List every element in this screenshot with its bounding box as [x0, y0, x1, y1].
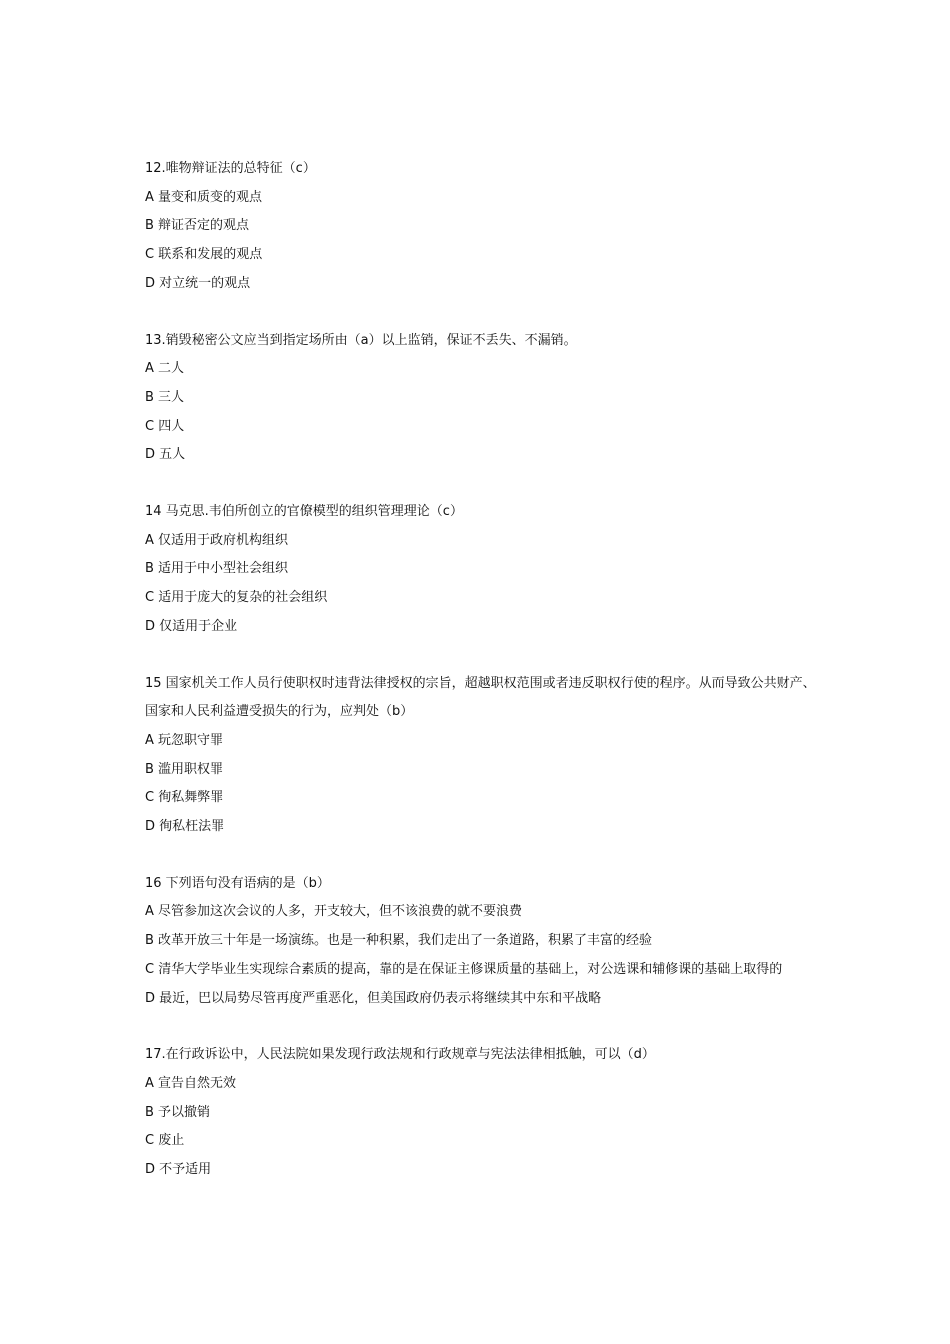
option-a: A 量变和质变的观点	[145, 189, 263, 205]
option-d: D 对立统一的观点	[145, 275, 251, 291]
option-d: D 徇私枉法罪	[145, 819, 225, 835]
question-14	[145, 498, 825, 642]
option-b: B 适用于中小型社会组织	[145, 561, 289, 577]
question-stem: 14 马克思.韦伯所创立的官僚模型的组织管理理论（c）	[145, 504, 463, 520]
option-c: C 清华大学毕业生实现综合素质的提高，靠的是在保证主修课质量的基础上，对公选课和辅修课的基础上取得的	[145, 961, 783, 977]
question-stem: 16 下列语句没有语病的是（b）	[145, 875, 330, 891]
question-stem: 13.销毁秘密公文应当到指定场所由（a）以上监销，保证不丢失、不漏销。	[145, 332, 577, 348]
option-a: A 玩忽职守罪	[145, 732, 224, 748]
question-15	[145, 670, 825, 842]
option-a: A 二人	[145, 361, 185, 377]
option-b: B 辩证否定的观点	[145, 218, 250, 234]
question-stem: 12.唯物辩证法的总特征（c）	[145, 161, 316, 176]
question-16	[145, 870, 825, 1014]
option-c: C 联系和发展的观点	[145, 247, 263, 263]
question-stem: 15 国家机关工作人员行使职权时违背法律授权的宗旨，超越职权范围或者违反职权行使的程序。从而导致公共财产、国家和人民利益遭受损失的行为，应判处（b）	[145, 675, 816, 720]
option-c: C 适用于庞大的复杂的社会组织	[145, 590, 328, 606]
option-d: D 仅适用于企业	[145, 618, 238, 634]
option-b: B 改革开放三十年是一场演练。也是一种积累，我们走出了一条道路，积累了丰富的经验	[145, 933, 653, 949]
document-page	[145, 155, 825, 1213]
option-d: D 最近，巴以局势尽管再度严重恶化，但美国政府仍表示将继续其中东和平战略	[145, 990, 602, 1006]
option-a: A 尽管参加这次会议的人多，开支较大，但不该浪费的就不要浪费	[145, 904, 523, 920]
option-a: A 宣告自然无效	[145, 1075, 237, 1091]
question-stem: 17.在行政诉讼中，人民法院如果发现行政法规和行政规章与宪法法律相抵触，可以（d）	[145, 1047, 655, 1063]
option-b: B 滥用职权罪	[145, 761, 224, 777]
question-13	[145, 327, 825, 471]
option-b: B 予以撤销	[145, 1104, 211, 1120]
question-17	[145, 1041, 825, 1185]
option-b: B 三人	[145, 389, 185, 405]
option-d: D 不予适用	[145, 1162, 212, 1178]
option-c: C 四人	[145, 418, 185, 434]
option-a: A 仅适用于政府机构组织	[145, 532, 289, 548]
question-12	[145, 155, 825, 299]
option-c: C 废止	[145, 1133, 185, 1149]
option-c: C 徇私舞弊罪	[145, 790, 224, 806]
option-d: D 五人	[145, 447, 186, 463]
